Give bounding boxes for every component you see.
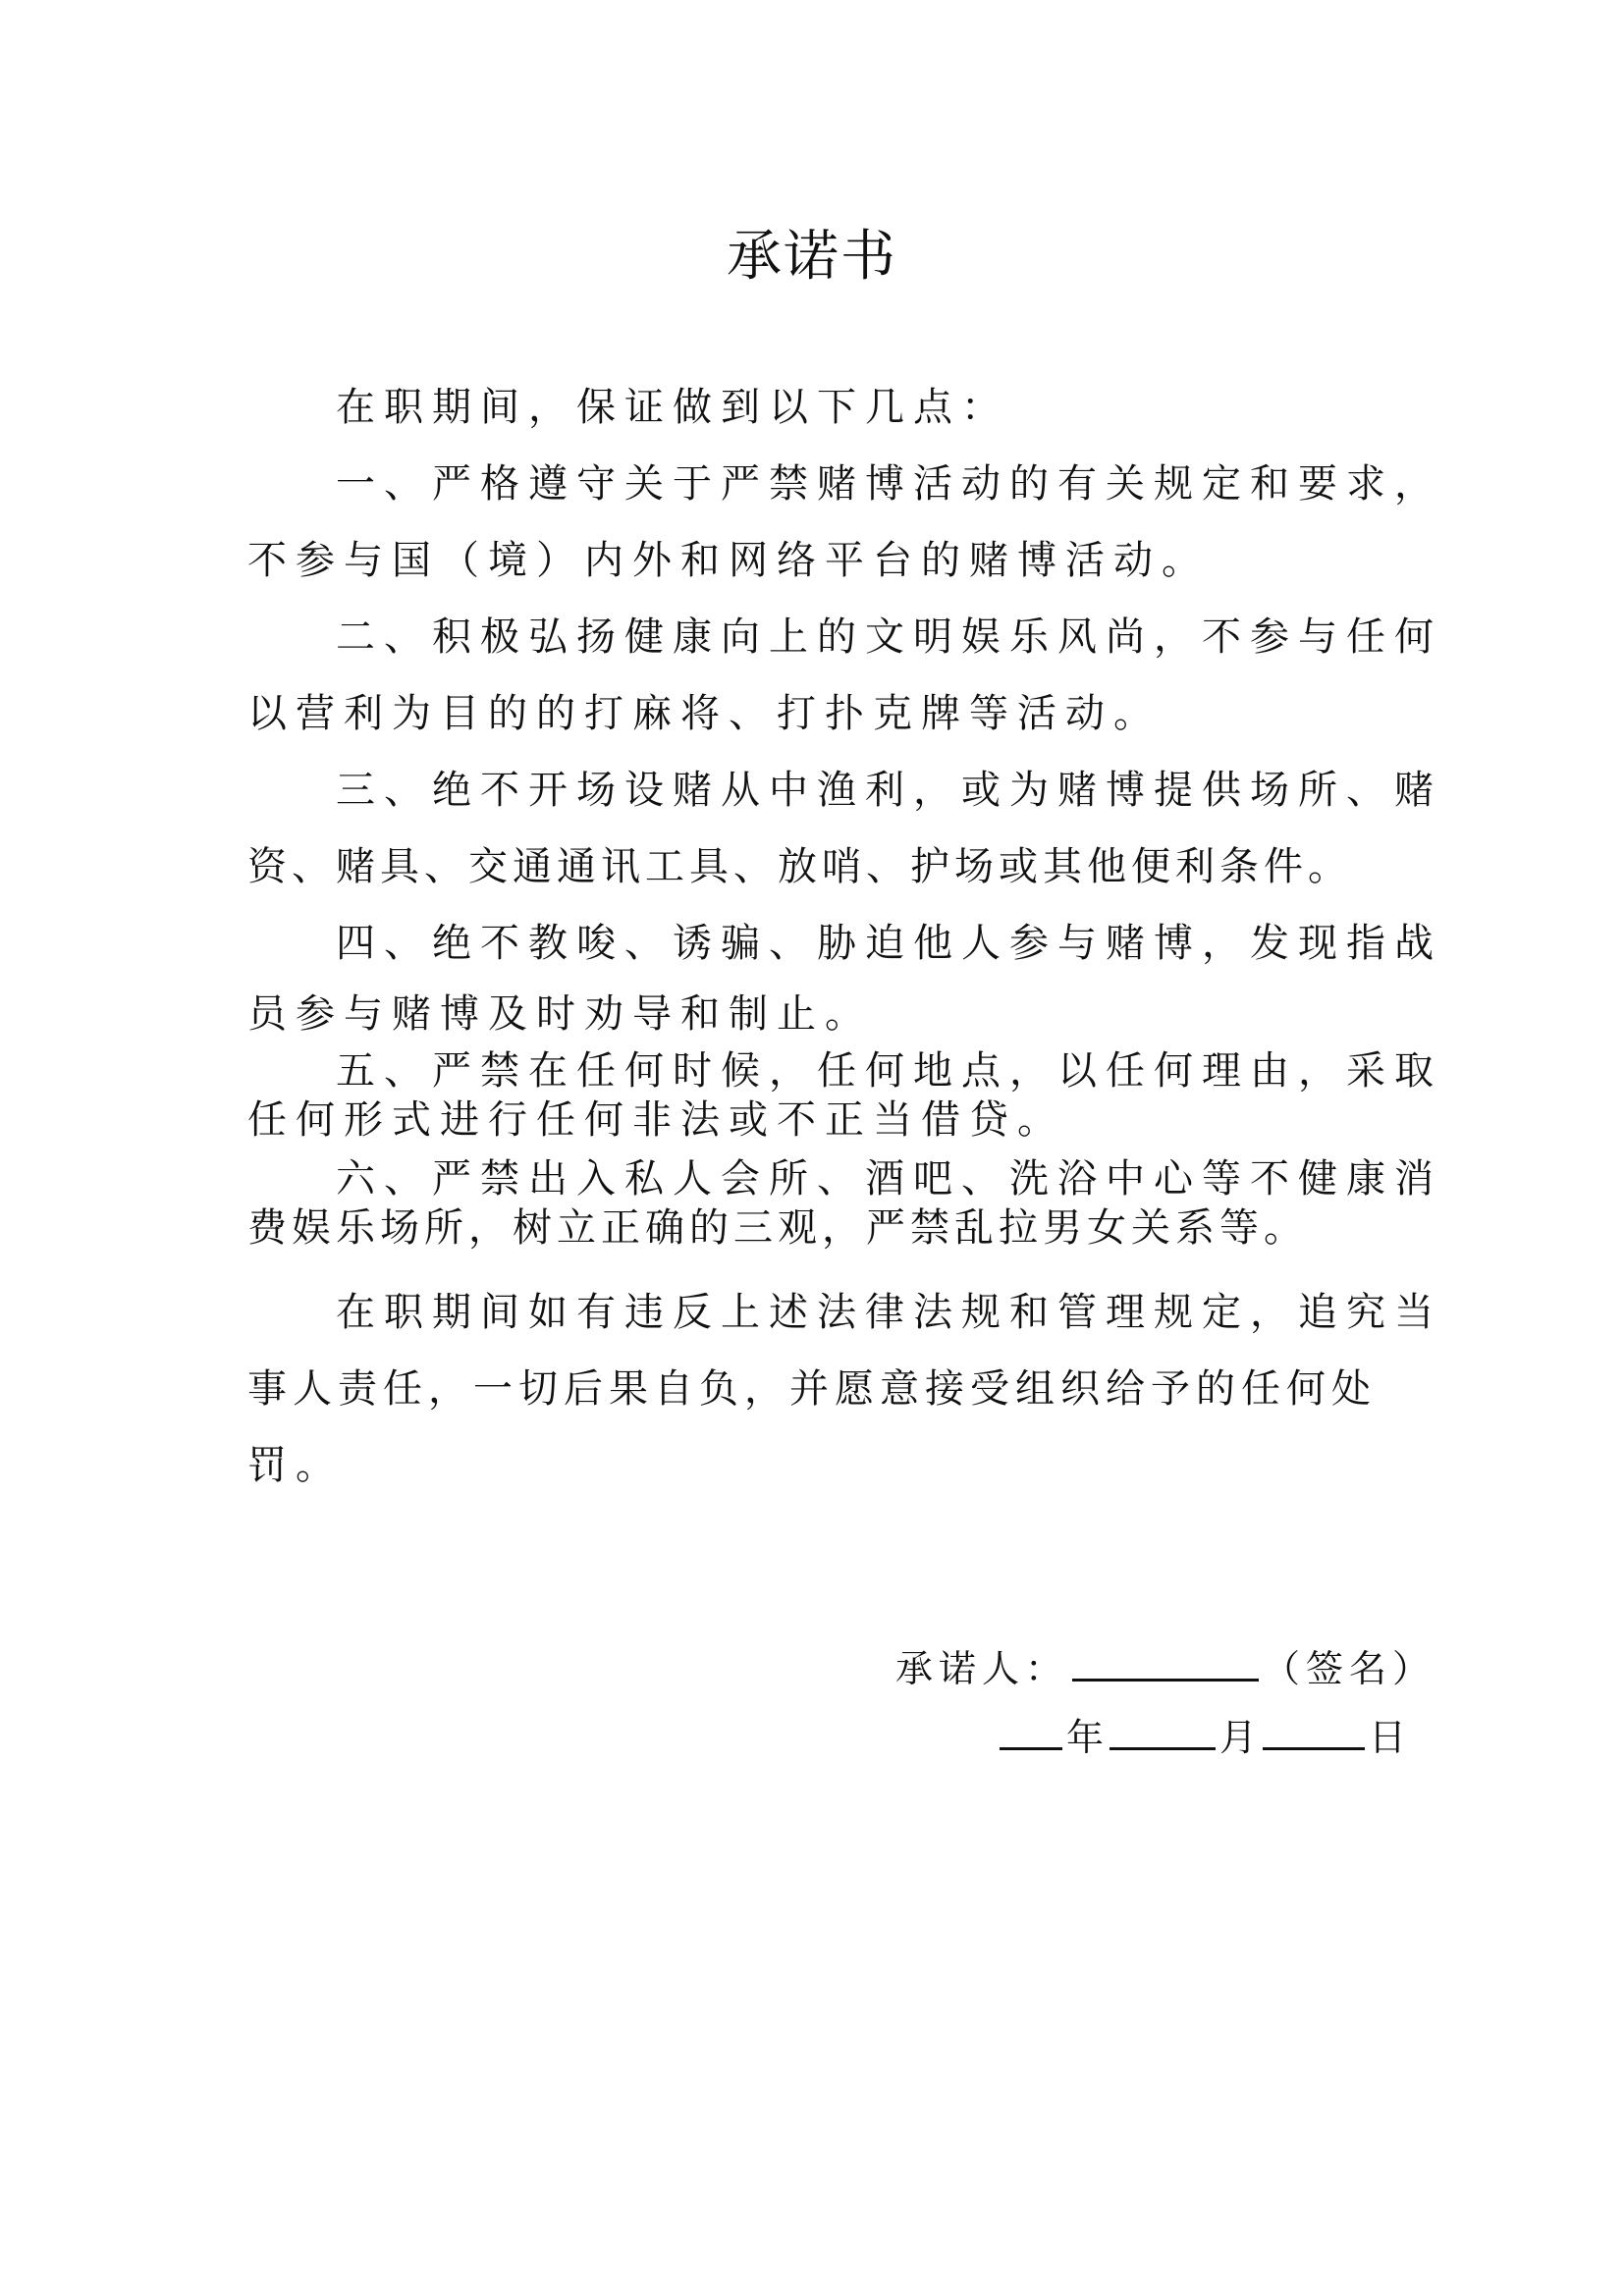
clause-2-line-2: 以营利为目的的打麻将、打扑克牌等活动。 [247,691,1162,736]
clause-6-line-2: 费娱乐场所，树立正确的三观，严禁乱拉男女关系等。 [247,1205,1308,1251]
clause-5-line-1: 五、严禁在任何时候，任何地点，以任何理由，采取 [336,1048,1442,1094]
day-field[interactable] [1263,1706,1365,1750]
clause-1-line-2: 不参与国（境）内外和网络平台的赌博活动。 [247,538,1210,583]
document-body [247,369,1442,1504]
clause-3-line-1: 三、绝不开场设赌从中渔利，或为赌博提供场所、赌 [336,768,1442,813]
day-label: 日 [1369,1716,1409,1759]
clause-6-line-1: 六、严禁出入私人会所、酒吧、洗浴中心等不健康消 [336,1156,1442,1201]
clause-1-line-1: 一、严格遵守关于严禁赌博活动的有关规定和要求， [336,461,1442,507]
clause-4-line-1: 四、绝不教唆、诱骗、胁迫他人参与赌博，发现指战 [336,921,1442,966]
clause-4-line-2: 员参与赌博及时劝导和制止。 [247,991,873,1037]
year-field[interactable] [1000,1706,1062,1750]
date-row [1000,1706,1408,1767]
year-label: 年 [1066,1716,1107,1759]
month-field[interactable] [1110,1706,1216,1750]
closing-line-3: 罚。 [247,1443,344,1488]
clause-2-line-1: 二、积极弘扬健康向上的文明娱乐风尚，不参与任何 [336,614,1442,660]
closing-line-2: 事人责任，一切后果自负，并愿意接受组织给予的任何处 [247,1366,1377,1412]
month-label: 月 [1219,1716,1260,1759]
signature-row [895,1637,1435,1698]
intro-line: 在职期间，保证做到以下几点： [336,385,1009,430]
clause-5-line-2: 任何形式进行任何非法或不正当借贷。 [247,1097,1065,1143]
signature-note: （签名） [1263,1647,1436,1690]
signature-field[interactable] [1072,1637,1259,1682]
closing-line-1: 在职期间如有违反上述法律法规和管理规定，追究当 [336,1290,1442,1335]
signer-label: 承诺人： [895,1647,1069,1690]
clause-3-line-2: 资、赌具、交通通讯工具、放哨、护场或其他便利条件。 [247,844,1352,889]
page-title: 承诺书 [727,225,897,289]
